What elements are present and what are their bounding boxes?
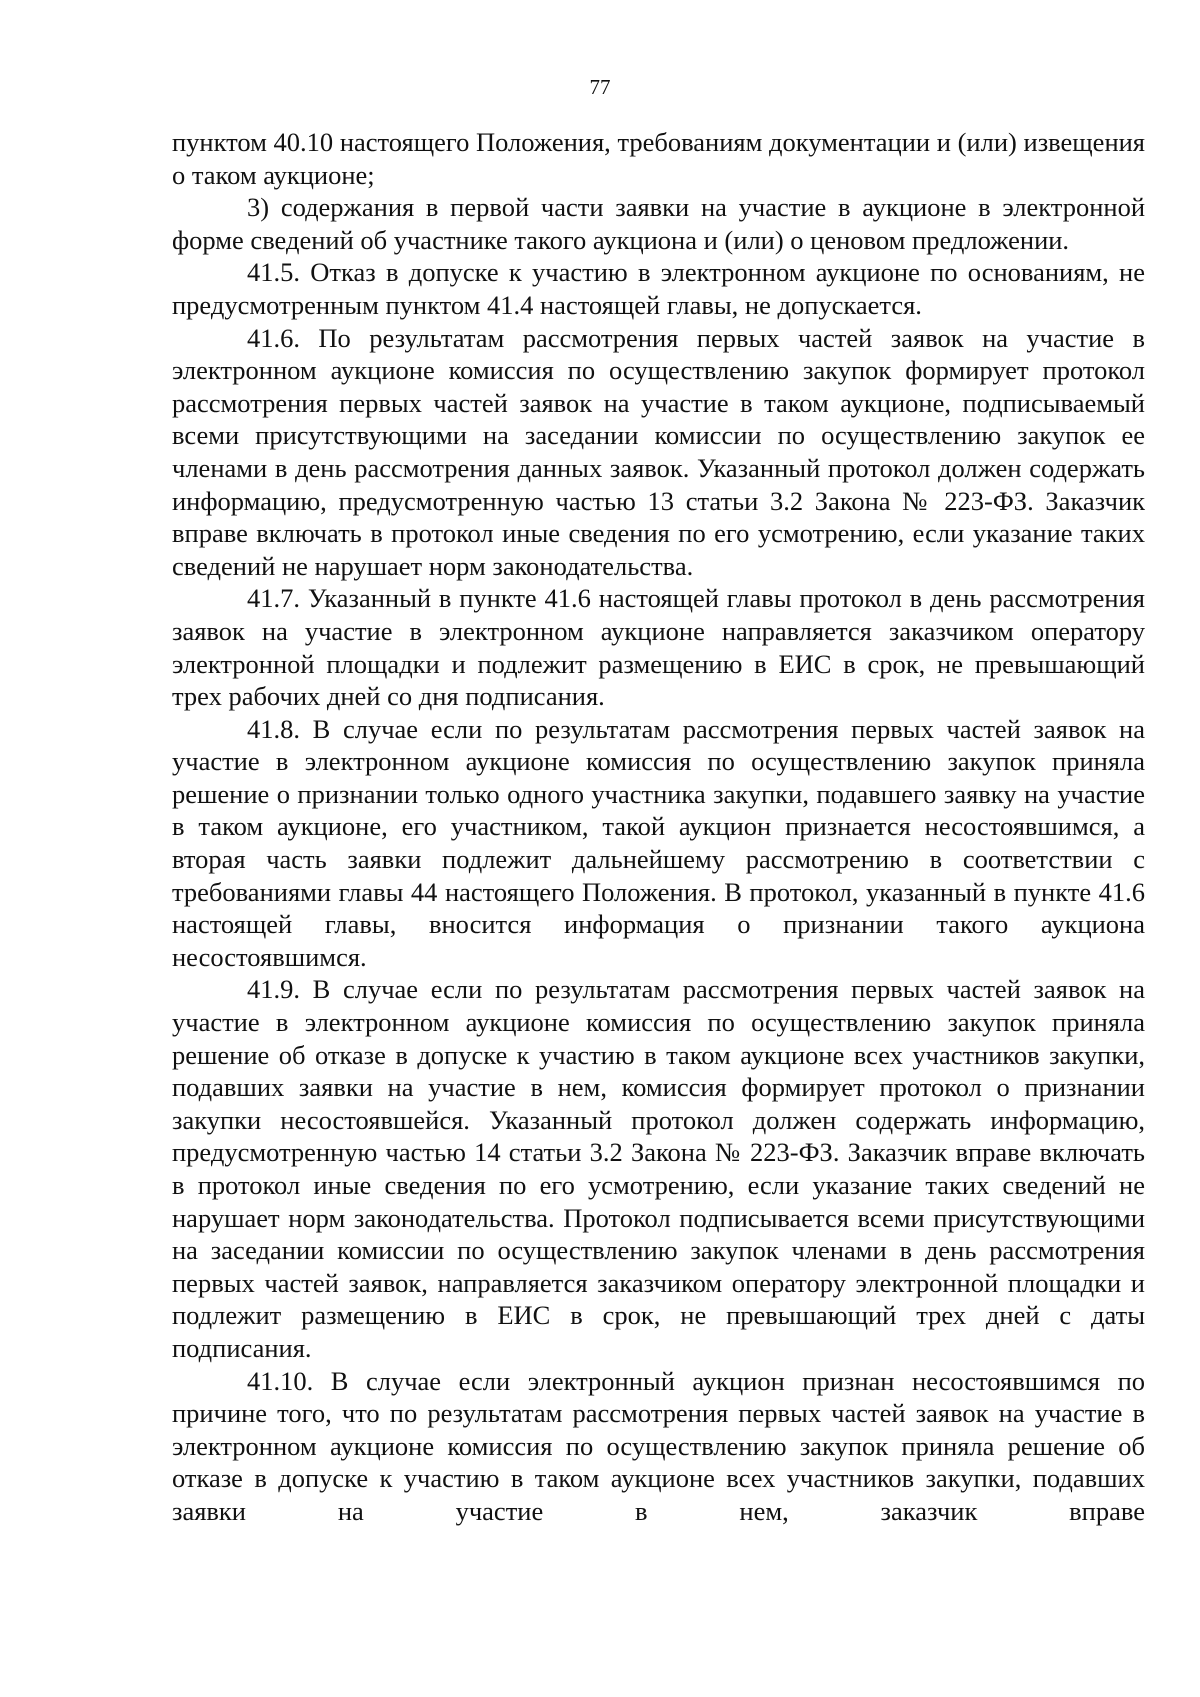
- page-number: 77: [589, 75, 611, 99]
- paragraph-41-6: 41.6. По результатам рассмотрения первых частей заявок на участие в электронном аукционе комиссия по осуществлению закупок формирует протокол рассмотрения первых частей заявок на участие в таком аукционе, подписываемый всеми присутствующими на заседании комиссии по осуществлению закупок ее членами в день рассмотрения данных заявок. Указанный протокол должен содержать информацию, предусмотренную частью 13 статьи 3.2 Закона № 223-ФЗ. Заказчик вправе включать в протокол иные сведения по его усмотрению, если указание таких сведений не нарушает норм законодательства.: [172, 322, 1145, 581]
- paragraph-41-8: 41.8. В случае если по результатам рассмотрения первых частей заявок на участие в электронном аукционе комиссия по осуществлению закупок приняла решение о признании только одного участника закупки, подавшего заявку на участие в таком аукционе, его участником, такой аукцион признается несостоявшимся, а вторая часть заявки подлежит дальнейшему рассмотрению в соответствии с требованиями главы 44 настоящего Положения. В протокол, указанный в пункте 41.6 настоящей главы, вносится информация о признании такого аукциона несостоявшимся.: [172, 713, 1145, 972]
- document-body: [172, 126, 1145, 1528]
- paragraph-41-7: 41.7. Указанный в пункте 41.6 настоящей главы протокол в день рассмотрения заявок на участие в электронном аукционе направляется заказчиком оператору электронной площадки и подлежит размещению в ЕИС в срок, не превышающий трех рабочих дней со дня подписания.: [172, 583, 1145, 712]
- paragraph-41-10: 41.10. В случае если электронный аукцион признан несостоявшимся по причине того, что по результатам рассмотрения первых частей заявок на участие в электронном аукционе комиссия по осуществлению закупок приняла решение об отказе в допуске к участию в таком аукционе всех участников закупки, подавших заявки на участие в нем, заказчик вправе: [172, 1365, 1145, 1526]
- paragraph-41-9: 41.9. В случае если по результатам рассмотрения первых частей заявок на участие в электронном аукционе комиссия по осуществлению закупок приняла решение об отказе в допуске к участию в таком аукционе всех участников закупки, подавших заявки на участие в нем, комиссия формирует протокол о признании закупки несостоявшейся. Указанный протокол должен содержать информацию, предусмотренную частью 14 статьи 3.2 Закона № 223-ФЗ. Заказчик вправе включать в протокол иные сведения по его усмотрению, если указание таких сведений не нарушает норм законодательства. Протокол подписывается всеми присутствующими на заседании комиссии по осуществлению закупок членами в день рассмотрения первых частей заявок, направляется заказчиком оператору электронной площадки и подлежит размещению в ЕИС в срок, не превышающий трех дней с даты подписания.: [172, 974, 1145, 1363]
- paragraph-41-5: 41.5. Отказ в допуске к участию в электронном аукционе по основаниям, не предусмотренным пунктом 41.4 настоящей главы, не допускается.: [172, 257, 1145, 320]
- paragraph-continuation: пунктом 40.10 настоящего Положения, требованиям документации и (или) извещения о таком аукционе;: [172, 127, 1145, 190]
- paragraph-item-3: 3) содержания в первой части заявки на участие в аукционе в электронной форме сведений об участнике такого аукциона и (или) о ценовом предложении.: [172, 192, 1145, 255]
